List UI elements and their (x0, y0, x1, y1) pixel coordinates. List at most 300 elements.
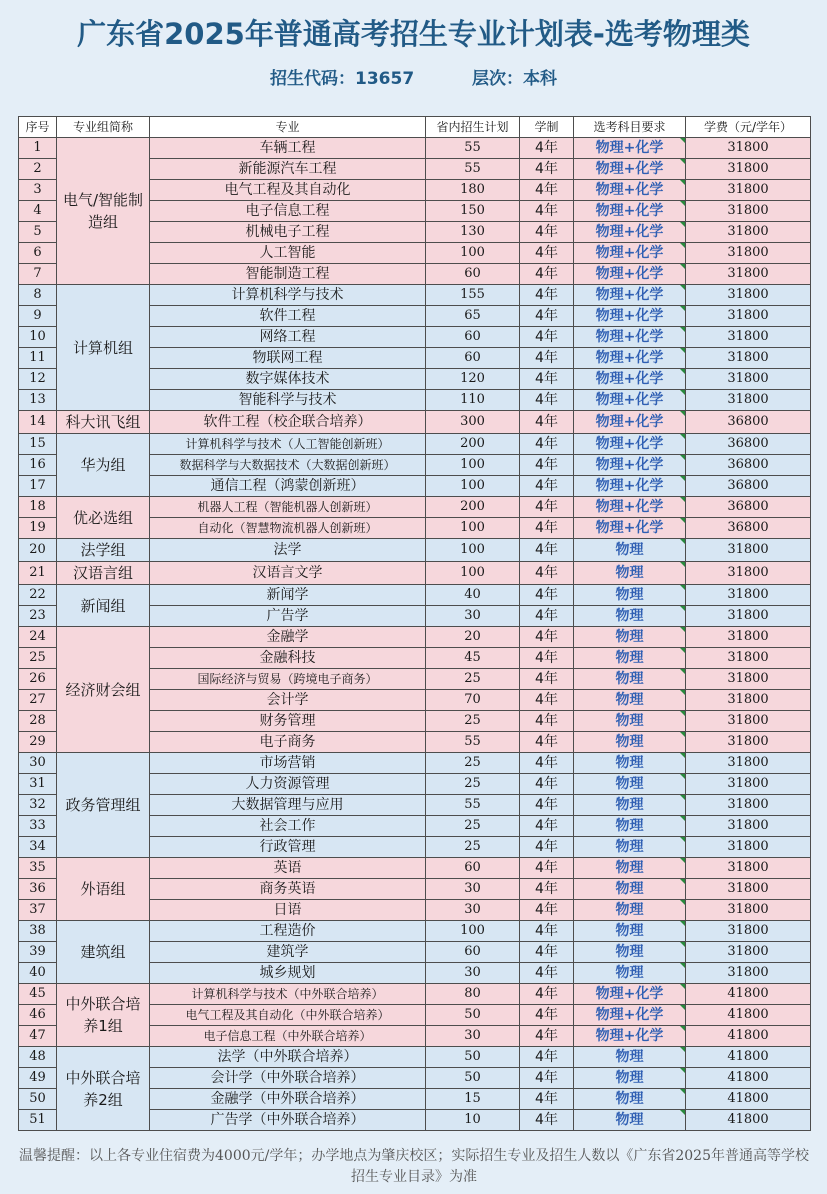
header-subjects: 选考科目要求 (574, 117, 686, 138)
subject-requirement: 物理 (574, 606, 686, 627)
study-duration: 4年 (520, 497, 574, 518)
major-name: 车辆工程 (150, 138, 426, 159)
study-duration: 4年 (520, 690, 574, 711)
header-group: 专业组简称 (57, 117, 150, 138)
study-duration: 4年 (520, 732, 574, 753)
subject-requirement: 物理 (574, 858, 686, 879)
row-index: 24 (19, 627, 57, 648)
tuition-fee: 31800 (686, 159, 811, 180)
tuition-fee: 31800 (686, 690, 811, 711)
subject-requirement: 物理+化学 (574, 138, 686, 159)
enrollment-quota: 150 (426, 201, 520, 222)
enrollment-quota: 30 (426, 879, 520, 900)
table-header-row (19, 117, 811, 138)
major-name: 国际经济与贸易（跨境电子商务） (150, 669, 426, 690)
group-name: 新闻组 (57, 585, 150, 627)
tuition-fee: 31800 (686, 669, 811, 690)
tuition-fee: 41800 (686, 1110, 811, 1131)
tuition-fee: 31800 (686, 243, 811, 264)
major-name: 英语 (150, 858, 426, 879)
study-duration: 4年 (520, 476, 574, 497)
group-name: 华为组 (57, 434, 150, 497)
subject-requirement: 物理+化学 (574, 455, 686, 476)
group-name: 中外联合培养2组 (57, 1047, 150, 1131)
enrollment-quota: 300 (426, 411, 520, 434)
header-quota: 省内招生计划 (426, 117, 520, 138)
enrollment-quota: 55 (426, 138, 520, 159)
row-index: 37 (19, 900, 57, 921)
subject-requirement: 物理 (574, 1110, 686, 1131)
enrollment-quota: 120 (426, 369, 520, 390)
subject-requirement: 物理 (574, 921, 686, 942)
enrollment-quota: 110 (426, 390, 520, 411)
table-row (19, 858, 811, 879)
row-index: 19 (19, 518, 57, 539)
enrollment-quota: 25 (426, 816, 520, 837)
table-row (19, 539, 811, 562)
subject-requirement: 物理 (574, 669, 686, 690)
tuition-fee: 31800 (686, 837, 811, 858)
row-index: 39 (19, 942, 57, 963)
study-duration: 4年 (520, 795, 574, 816)
footnote: 温馨提醒：以上各专业住宿费为4000元/学年；办学地点为肇庆校区；实际招生专业及招生人数以《广东省2025年普通高等学校招生专业目录》为准 (19, 1148, 809, 1185)
enrollment-code: 招生代码：13657 (270, 69, 415, 89)
subject-requirement: 物理 (574, 774, 686, 795)
subject-requirement: 物理+化学 (574, 243, 686, 264)
subject-requirement: 物理 (574, 900, 686, 921)
major-name: 软件工程 (150, 306, 426, 327)
tuition-fee: 36800 (686, 434, 811, 455)
tuition-fee: 36800 (686, 476, 811, 497)
tuition-fee: 41800 (686, 1026, 811, 1047)
major-name: 智能制造工程 (150, 264, 426, 285)
major-name: 财务管理 (150, 711, 426, 732)
major-name: 日语 (150, 900, 426, 921)
subject-requirement: 物理+化学 (574, 306, 686, 327)
study-duration: 4年 (520, 774, 574, 795)
subject-requirement: 物理+化学 (574, 1005, 686, 1026)
study-duration: 4年 (520, 942, 574, 963)
study-duration: 4年 (520, 837, 574, 858)
study-duration: 4年 (520, 816, 574, 837)
study-duration: 4年 (520, 411, 574, 434)
row-index: 34 (19, 837, 57, 858)
enrollment-quota: 55 (426, 795, 520, 816)
study-duration: 4年 (520, 1110, 574, 1131)
row-index: 6 (19, 243, 57, 264)
study-duration: 4年 (520, 984, 574, 1005)
row-index: 5 (19, 222, 57, 243)
study-duration: 4年 (520, 900, 574, 921)
row-index: 14 (19, 411, 57, 434)
tuition-fee: 31800 (686, 921, 811, 942)
enrollment-quota: 180 (426, 180, 520, 201)
study-duration: 4年 (520, 348, 574, 369)
subject-requirement: 物理 (574, 648, 686, 669)
row-index: 40 (19, 963, 57, 984)
major-name: 建筑学 (150, 942, 426, 963)
tuition-fee: 31800 (686, 627, 811, 648)
row-index: 2 (19, 159, 57, 180)
subject-requirement: 物理 (574, 711, 686, 732)
enrollment-quota: 45 (426, 648, 520, 669)
row-index: 20 (19, 539, 57, 562)
enrollment-quota: 55 (426, 732, 520, 753)
enrollment-quota: 60 (426, 858, 520, 879)
group-name: 科大讯飞组 (57, 411, 150, 434)
subject-requirement: 物理+化学 (574, 159, 686, 180)
enrollment-quota: 30 (426, 963, 520, 984)
tuition-fee: 41800 (686, 1005, 811, 1026)
major-name: 数据科学与大数据技术（大数据创新班） (150, 455, 426, 476)
enrollment-quota: 100 (426, 243, 520, 264)
enrollment-quota: 100 (426, 455, 520, 476)
enrollment-quota: 25 (426, 711, 520, 732)
enrollment-quota: 30 (426, 1026, 520, 1047)
major-name: 电子商务 (150, 732, 426, 753)
enrollment-quota: 60 (426, 348, 520, 369)
study-duration: 4年 (520, 648, 574, 669)
table-row (19, 497, 811, 518)
subtitle (0, 64, 827, 89)
study-duration: 4年 (520, 243, 574, 264)
enrollment-quota: 10 (426, 1110, 520, 1131)
group-name: 法学组 (57, 539, 150, 562)
subject-requirement: 物理 (574, 627, 686, 648)
subject-requirement: 物理 (574, 732, 686, 753)
subject-requirement: 物理 (574, 942, 686, 963)
tuition-fee: 31800 (686, 201, 811, 222)
row-index: 38 (19, 921, 57, 942)
row-index: 32 (19, 795, 57, 816)
tuition-fee: 31800 (686, 942, 811, 963)
table-row (19, 1047, 811, 1068)
major-name: 网络工程 (150, 327, 426, 348)
major-name: 会计学（中外联合培养） (150, 1068, 426, 1089)
tuition-fee: 31800 (686, 795, 811, 816)
study-duration: 4年 (520, 858, 574, 879)
enrollment-quota: 15 (426, 1089, 520, 1110)
row-index: 31 (19, 774, 57, 795)
study-duration: 4年 (520, 327, 574, 348)
header-index: 序号 (19, 117, 57, 138)
study-duration: 4年 (520, 963, 574, 984)
header-duration: 学制 (520, 117, 574, 138)
row-index: 25 (19, 648, 57, 669)
study-duration: 4年 (520, 518, 574, 539)
subject-requirement: 物理+化学 (574, 434, 686, 455)
enrollment-quota: 100 (426, 921, 520, 942)
enrollment-quota: 50 (426, 1068, 520, 1089)
group-name: 汉语言组 (57, 562, 150, 585)
study-duration: 4年 (520, 159, 574, 180)
tuition-fee: 31800 (686, 264, 811, 285)
tuition-fee: 31800 (686, 138, 811, 159)
enrollment-quota: 25 (426, 669, 520, 690)
study-duration: 4年 (520, 562, 574, 585)
enrollment-quota: 100 (426, 539, 520, 562)
study-duration: 4年 (520, 390, 574, 411)
row-index: 4 (19, 201, 57, 222)
enrollment-quota: 25 (426, 753, 520, 774)
table-row (19, 921, 811, 942)
subject-requirement: 物理+化学 (574, 390, 686, 411)
major-name: 行政管理 (150, 837, 426, 858)
row-index: 28 (19, 711, 57, 732)
row-index: 48 (19, 1047, 57, 1068)
major-name: 广告学（中外联合培养） (150, 1110, 426, 1131)
row-index: 9 (19, 306, 57, 327)
study-duration: 4年 (520, 138, 574, 159)
table-row (19, 753, 811, 774)
row-index: 49 (19, 1068, 57, 1089)
row-index: 47 (19, 1026, 57, 1047)
row-index: 22 (19, 585, 57, 606)
row-index: 15 (19, 434, 57, 455)
enrollment-quota: 100 (426, 518, 520, 539)
enrollment-quota: 55 (426, 159, 520, 180)
subject-requirement: 物理 (574, 690, 686, 711)
major-name: 人工智能 (150, 243, 426, 264)
group-name: 电气/智能制造组 (57, 138, 150, 285)
subject-requirement: 物理 (574, 753, 686, 774)
subject-requirement: 物理+化学 (574, 222, 686, 243)
row-index: 29 (19, 732, 57, 753)
major-name: 计算机科学与技术 (150, 285, 426, 306)
major-name: 机械电子工程 (150, 222, 426, 243)
tuition-fee: 31800 (686, 285, 811, 306)
row-index: 10 (19, 327, 57, 348)
tuition-fee: 31800 (686, 879, 811, 900)
table-row (19, 585, 811, 606)
subject-requirement: 物理+化学 (574, 180, 686, 201)
tuition-fee: 31800 (686, 180, 811, 201)
subject-requirement: 物理+化学 (574, 1026, 686, 1047)
tuition-fee: 31800 (686, 963, 811, 984)
study-duration: 4年 (520, 539, 574, 562)
enrollment-quota: 60 (426, 264, 520, 285)
tuition-fee: 31800 (686, 711, 811, 732)
row-index: 30 (19, 753, 57, 774)
study-duration: 4年 (520, 201, 574, 222)
major-name: 金融科技 (150, 648, 426, 669)
table-row (19, 138, 811, 159)
major-name: 机器人工程（智能机器人创新班） (150, 497, 426, 518)
enrollment-quota: 40 (426, 585, 520, 606)
major-name: 物联网工程 (150, 348, 426, 369)
tuition-fee: 31800 (686, 858, 811, 879)
table-row (19, 984, 811, 1005)
group-name: 政务管理组 (57, 753, 150, 858)
major-name: 电气工程及其自动化（中外联合培养） (150, 1005, 426, 1026)
table-body (19, 138, 811, 1131)
row-index: 51 (19, 1110, 57, 1131)
major-name: 人力资源管理 (150, 774, 426, 795)
tuition-fee: 36800 (686, 518, 811, 539)
subject-requirement: 物理+化学 (574, 476, 686, 497)
subject-requirement: 物理 (574, 837, 686, 858)
row-index: 1 (19, 138, 57, 159)
enrollment-quota: 50 (426, 1005, 520, 1026)
enrollment-quota: 200 (426, 497, 520, 518)
tuition-fee: 31800 (686, 390, 811, 411)
study-duration: 4年 (520, 264, 574, 285)
header-major: 专业 (150, 117, 426, 138)
subject-requirement: 物理 (574, 879, 686, 900)
major-name: 新能源汽车工程 (150, 159, 426, 180)
enrollment-quota: 30 (426, 900, 520, 921)
table-row (19, 285, 811, 306)
study-duration: 4年 (520, 455, 574, 476)
subject-requirement: 物理 (574, 963, 686, 984)
tuition-fee: 31800 (686, 585, 811, 606)
tuition-fee: 31800 (686, 562, 811, 585)
subject-requirement: 物理 (574, 539, 686, 562)
enrollment-quota: 80 (426, 984, 520, 1005)
major-name: 智能科学与技术 (150, 390, 426, 411)
table-row (19, 627, 811, 648)
subject-requirement: 物理+化学 (574, 201, 686, 222)
enrollment-quota: 70 (426, 690, 520, 711)
subject-requirement: 物理+化学 (574, 518, 686, 539)
study-duration: 4年 (520, 627, 574, 648)
enrollment-quota: 100 (426, 562, 520, 585)
major-name: 汉语言文学 (150, 562, 426, 585)
study-duration: 4年 (520, 1005, 574, 1026)
study-duration: 4年 (520, 711, 574, 732)
enrollment-quota: 130 (426, 222, 520, 243)
row-index: 46 (19, 1005, 57, 1026)
tuition-fee: 31800 (686, 774, 811, 795)
study-duration: 4年 (520, 306, 574, 327)
tuition-fee: 31800 (686, 900, 811, 921)
group-name: 中外联合培养1组 (57, 984, 150, 1047)
major-name: 大数据管理与应用 (150, 795, 426, 816)
major-name: 计算机科学与技术（人工智能创新班） (150, 434, 426, 455)
subject-requirement: 物理+化学 (574, 285, 686, 306)
group-name: 外语组 (57, 858, 150, 921)
subject-requirement: 物理+化学 (574, 264, 686, 285)
subject-requirement: 物理 (574, 585, 686, 606)
tuition-fee: 31800 (686, 648, 811, 669)
major-name: 通信工程（鸿蒙创新班） (150, 476, 426, 497)
table-row (19, 562, 811, 585)
major-name: 软件工程（校企联合培养） (150, 411, 426, 434)
enrollment-quota: 60 (426, 327, 520, 348)
enrollment-quota: 155 (426, 285, 520, 306)
study-duration: 4年 (520, 585, 574, 606)
tuition-fee: 41800 (686, 1068, 811, 1089)
row-index: 26 (19, 669, 57, 690)
subject-requirement: 物理 (574, 1068, 686, 1089)
group-name: 建筑组 (57, 921, 150, 984)
study-duration: 4年 (520, 1047, 574, 1068)
group-name: 优必选组 (57, 497, 150, 539)
subject-requirement: 物理+化学 (574, 369, 686, 390)
row-index: 33 (19, 816, 57, 837)
study-duration: 4年 (520, 1026, 574, 1047)
enrollment-quota: 100 (426, 476, 520, 497)
study-duration: 4年 (520, 753, 574, 774)
row-index: 16 (19, 455, 57, 476)
study-duration: 4年 (520, 879, 574, 900)
row-index: 18 (19, 497, 57, 518)
education-level: 层次：本科 (472, 69, 557, 89)
row-index: 3 (19, 180, 57, 201)
row-index: 12 (19, 369, 57, 390)
row-index: 7 (19, 264, 57, 285)
tuition-fee: 36800 (686, 497, 811, 518)
subject-requirement: 物理 (574, 562, 686, 585)
enrollment-quota: 65 (426, 306, 520, 327)
major-name: 城乡规划 (150, 963, 426, 984)
page-title: 广东省2025年普通高考招生专业计划表-选考物理类 (77, 17, 750, 51)
major-name: 法学（中外联合培养） (150, 1047, 426, 1068)
admission-plan-table-wrap (18, 116, 810, 1131)
enrollment-quota: 50 (426, 1047, 520, 1068)
tuition-fee: 31800 (686, 732, 811, 753)
tuition-fee: 31800 (686, 222, 811, 243)
major-name: 金融学（中外联合培养） (150, 1089, 426, 1110)
row-index: 45 (19, 984, 57, 1005)
table-row (19, 434, 811, 455)
study-duration: 4年 (520, 180, 574, 201)
study-duration: 4年 (520, 1089, 574, 1110)
admission-plan-table (18, 116, 811, 1131)
tuition-fee: 31800 (686, 369, 811, 390)
tuition-fee: 31800 (686, 539, 811, 562)
tuition-fee: 41800 (686, 1089, 811, 1110)
enrollment-quota: 200 (426, 434, 520, 455)
major-name: 广告学 (150, 606, 426, 627)
header-tuition: 学费（元/学年） (686, 117, 811, 138)
study-duration: 4年 (520, 606, 574, 627)
major-name: 电子信息工程（中外联合培养） (150, 1026, 426, 1047)
subject-requirement: 物理 (574, 816, 686, 837)
study-duration: 4年 (520, 921, 574, 942)
tuition-fee: 41800 (686, 984, 811, 1005)
subject-requirement: 物理+化学 (574, 327, 686, 348)
tuition-fee: 31800 (686, 816, 811, 837)
major-name: 电子信息工程 (150, 201, 426, 222)
major-name: 会计学 (150, 690, 426, 711)
study-duration: 4年 (520, 285, 574, 306)
major-name: 工程造价 (150, 921, 426, 942)
enrollment-quota: 30 (426, 606, 520, 627)
tuition-fee: 31800 (686, 348, 811, 369)
enrollment-quota: 25 (426, 837, 520, 858)
study-duration: 4年 (520, 669, 574, 690)
subject-requirement: 物理 (574, 1089, 686, 1110)
major-name: 计算机科学与技术（中外联合培养） (150, 984, 426, 1005)
group-name: 计算机组 (57, 285, 150, 411)
tuition-fee: 36800 (686, 455, 811, 476)
major-name: 电气工程及其自动化 (150, 180, 426, 201)
major-name: 商务英语 (150, 879, 426, 900)
table-row (19, 411, 811, 434)
row-index: 50 (19, 1089, 57, 1110)
subject-requirement: 物理 (574, 795, 686, 816)
subject-requirement: 物理+化学 (574, 497, 686, 518)
tuition-fee: 41800 (686, 1047, 811, 1068)
study-duration: 4年 (520, 1068, 574, 1089)
row-index: 23 (19, 606, 57, 627)
subject-requirement: 物理+化学 (574, 984, 686, 1005)
tuition-fee: 31800 (686, 753, 811, 774)
row-index: 36 (19, 879, 57, 900)
tuition-fee: 36800 (686, 411, 811, 434)
enrollment-quota: 60 (426, 942, 520, 963)
